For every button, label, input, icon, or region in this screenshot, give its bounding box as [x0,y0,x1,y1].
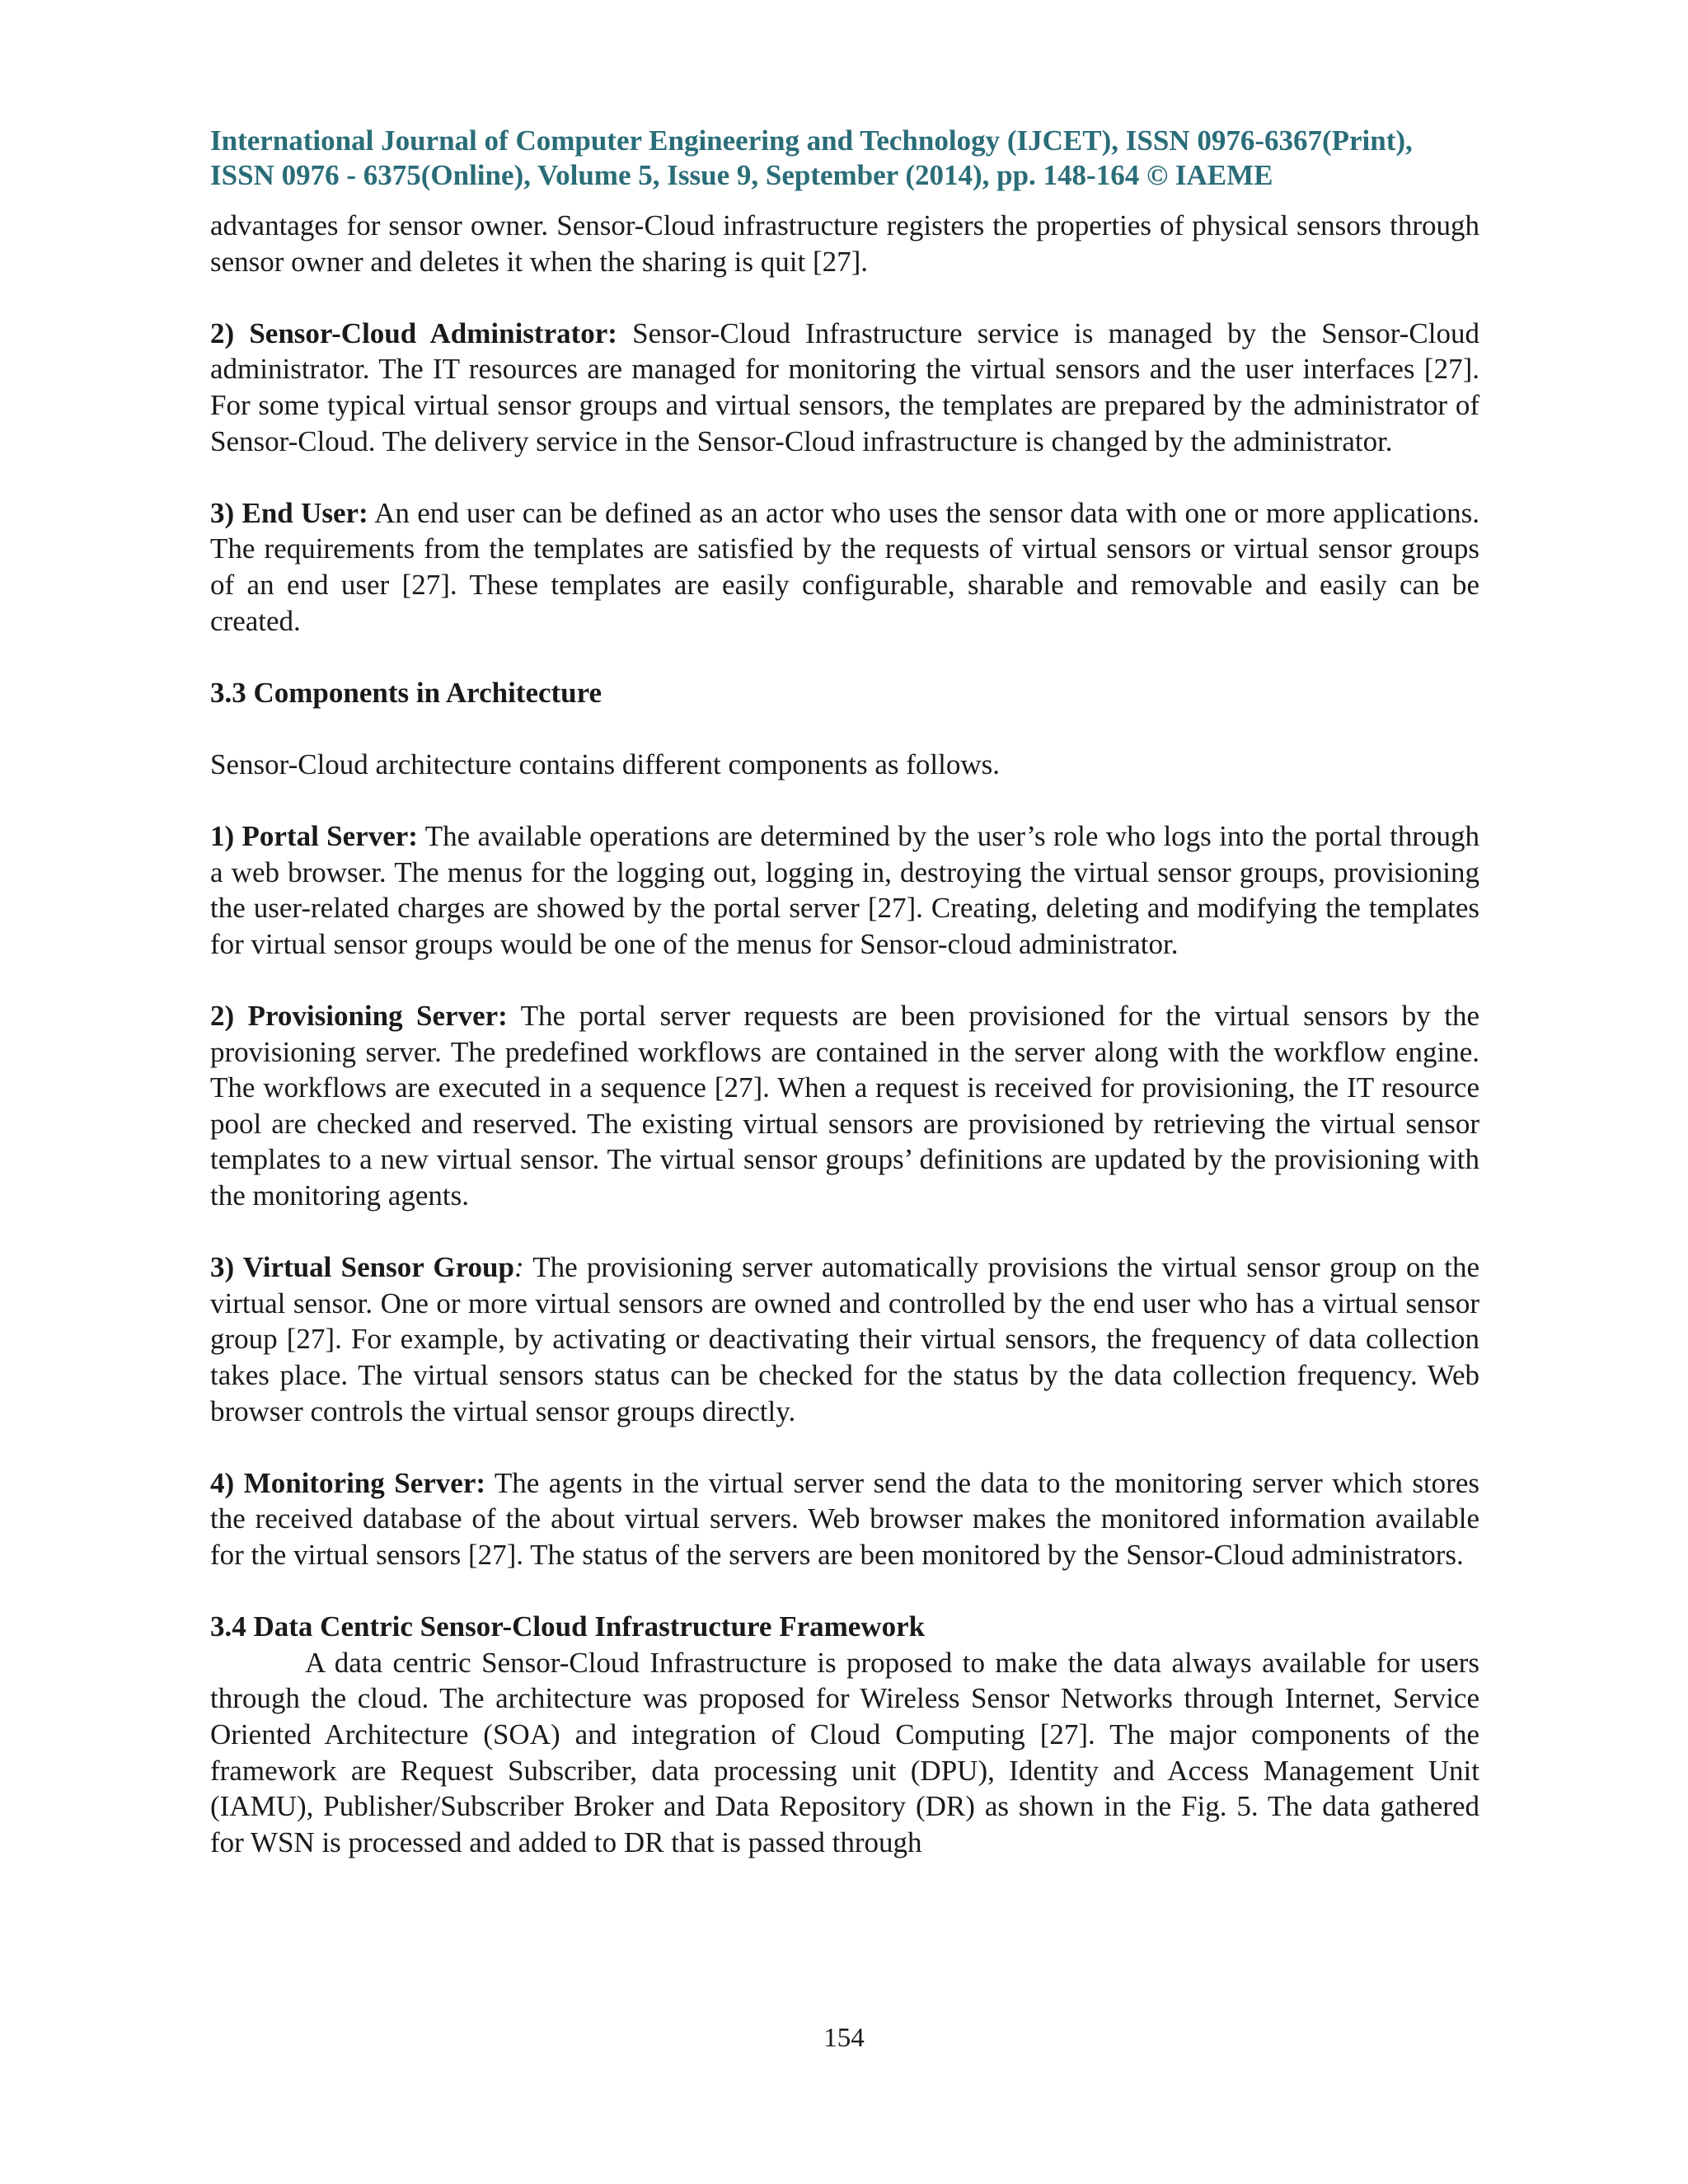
role-text: Sensor-Cloud Infrastructure service is managed by the Sensor-Cloud administrator. The IT resources are managed for monitoring the virtual sensors and the user interfaces [27]. For some typical virtual sensor groups and virtual sensors, the templates are prepared by the administrator of Sensor-Cloud. The delivery service in the Sensor-Cloud infrastructure is changed by the administrator. [210,316,1479,457]
journal-header-line-2: ISSN 0976 - 6375(Online), Volume 5, Issue 9, September (2014), pp. 148-164 © IAEME [210,159,1273,191]
role-sensor-cloud-administrator [210,316,1479,459]
section-3-3-lead: Sensor-Cloud architecture contains different components as follows. [210,748,1000,780]
journal-header-line-1: International Journal of Computer Engineering and Technology (IJCET), ISSN 0976-6367(Print), [210,124,1413,157]
component-monitoring-server [210,1465,1479,1573]
section-heading-3-4: 3.4 Data Centric Sensor-Cloud Infrastructure Framework [210,1610,926,1643]
component-provisioning-server [210,998,1479,1214]
page-content [210,124,1479,1860]
component-virtual-sensor-group [210,1249,1479,1429]
journal-header [210,124,1479,193]
role-label: 2) Sensor-Cloud Administrator: [210,316,617,349]
component-label: 2) Provisioning Server: [210,1000,508,1033]
role-end-user [210,495,1479,639]
component-label: 4) Monitoring Server: [210,1466,486,1499]
component-text: The portal server requests are been provisioned for the virtual sensors by the provisioning server. The predefined workflows are contained in the server along with the workflow engine. The workflows are executed in a sequence [27]. When a request is received for provisioning, the IT resource pool are checked and reserved. The existing virtual sensors are provisioned by retrieving the virtual sensor templates to a new virtual sensor. The virtual sensor groups’ definitions are updated by the provisioning with the monitoring agents. [210,1000,1480,1212]
component-label: 1) Portal Server: [210,820,418,853]
component-label-punct: : [513,1251,524,1284]
role-label: 3) End User: [210,496,368,529]
component-text: The provisioning server automatically provisions the virtual sensor group on the virtual sensor. One or more virtual sensors are owned and controlled by the end user who has a virtual sensor group [27]. For example, by activating or deactivating their virtual sensors, the frequency of data collection takes place. The virtual sensors status can be checked for the status by the data collection frequency. Web browser controls the virtual sensor groups directly. [210,1251,1479,1427]
intro-paragraph: advantages for sensor owner. Sensor-Cloud infrastructure registers the properties of physical sensors through sensor owner and deletes it when the sharing is quit [27]. [210,209,1479,278]
component-portal-server [210,818,1479,962]
component-label: 3) Virtual Sensor Group [210,1251,514,1284]
component-text: The agents in the virtual server send the data to the monitoring server which stores the received database of the about virtual servers. Web browser makes the monitored information available for the virtual sensors [27]. The status of the servers are been monitored by the Sensor-Cloud administrators. [210,1466,1479,1571]
section-3-4-body: A data centric Sensor-Cloud Infrastructure is proposed to make the data always available for users through the cloud. The architecture was proposed for Wireless Sensor Networks through Internet, Service Oriented Architecture (SOA) and integration of Cloud Computing [27]. The major components of the framework are Request Subscriber, data processing unit (DPU), Identity and Access Management Unit (IAMU), Publisher/Subscriber Broker and Data Repository (DR) as shown in the Fig. 5. The data gathered for WSN is processed and added to DR that is passed through [210,1646,1479,1858]
page-number: 154 [823,2023,865,2053]
section-heading-3-3: 3.3 Components in Architecture [210,676,603,709]
role-text: An end user can be defined as an actor who uses the sensor data with one or more applications. The requirements from the templates are satisfied by the requests of virtual sensors or virtual sensor groups of an end user [27]. These templates are easily configurable, sharable and removable and easily can be created. [210,496,1479,637]
component-text: The available operations are determined by the user’s role who logs into the portal through a web browser. The menus for the logging out, logging in, destroying the virtual sensor groups, provisioning the user-related charges are showed by the portal server [27]. Creating, deleting and modifying the templates for virtual sensor groups would be one of the menus for Sensor-cloud administrator. [210,820,1479,960]
